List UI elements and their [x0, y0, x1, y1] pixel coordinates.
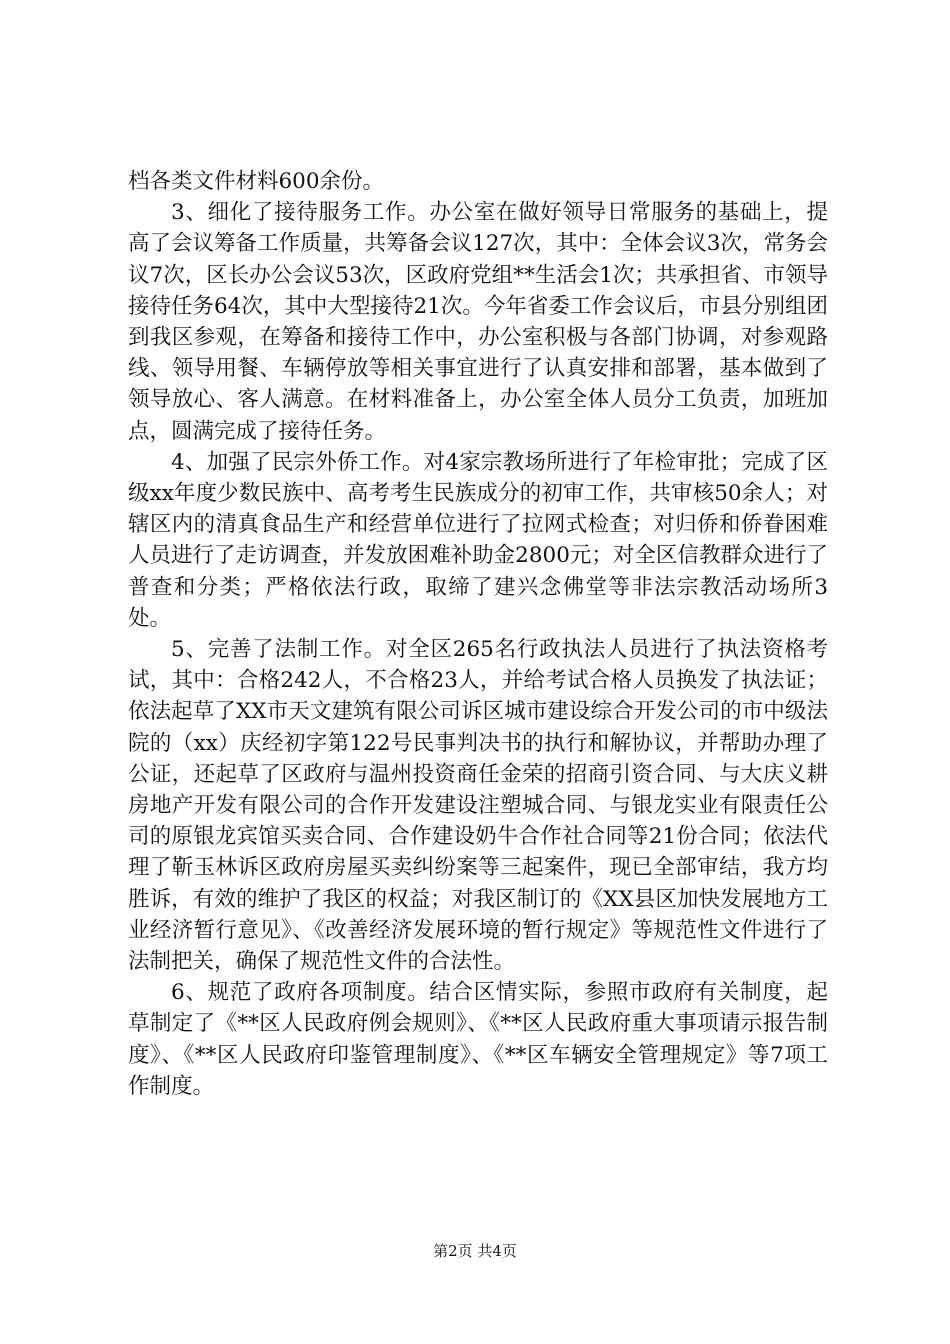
paragraph-legal-work: 5、完善了法制工作。对全区265名行政执法人员进行了执法资格考试，其中：合格242人，不合格23人，并给考试合格人员换发了执法证；依法起草了XX市天文建筑有限公司诉区城市建设综合开发公司的市中级法院的（xx）庆经初字第122号民事判决书的执行和解协议，并帮助办理了公证，还起草了区政府与温州投资商任金荣的招商引资合同、与大庆义耕房地产开发有限公司的合作开发建设注塑城合同、与银龙实业有限责任公司的原银龙宾馆买卖合同、合作建设奶牛合作社合同等21份合同；依法代理了靳玉林诉区政府房屋买卖纠纷案等三起案件，现已全部审结，我方均胜诉，有效的维护了我区的权益；对我区制订的《XX县区加快发展地方工业经济暂行意见》、《改善经济发展环境的暂行规定》等规范性文件进行了法制把关，确保了规范性文件的合法性。 — [128, 637, 828, 975]
page-number-footer: 第2页 共4页 — [433, 1242, 517, 1260]
paragraph-government-regulations: 6、规范了政府各项制度。结合区情实际，参照市政府有关制度，起草制定了《**区人民政府例会规则》、《**区人民政府重大事项请示报告制度》、《**区人民政府印鉴管理制度》、《**区车辆安全管理规定》等7项工作制度。 — [128, 980, 828, 1099]
paragraph-continuation: 档各类文件材料600余份。 — [128, 169, 385, 194]
document-body — [128, 166, 828, 1102]
paragraph-ethnic-religious-affairs: 4、加强了民宗外侨工作。对4家宗教场所进行了年检审批；完成了区级xx年度少数民族中、高考考生民族成分的初审工作，共审核50余人；对辖区内的清真食品生产和经营单位进行了拉网式检查；对归侨和侨眷困难人员进行了走访调查，并发放困难补助金2800元；对全区信教群众进行了普查和分类；严格依法行政，取缔了建兴念佛堂等非法宗教活动场所3处。 — [128, 449, 828, 631]
paragraph-reception-service: 3、细化了接待服务工作。办公室在做好领导日常服务的基础上，提高了会议筹备工作质量，共筹备会议127次，其中：全体会议3次，常务会议7次，区长办公会议53次，区政府党组**生活会1次；共承担省、市领导接待任务64次，其中大型接待21次。今年省委工作会议后，市县分别组团到我区参观，在筹备和接待工作中，办公室积极与各部门协调，对参观路线、领导用餐、车辆停放等相关事宜进行了认真安排和部署，基本做到了领导放心、客人满意。在材料准备上，办公室全体人员分工负责，加班加点，圆满完成了接待任务。 — [128, 200, 828, 444]
